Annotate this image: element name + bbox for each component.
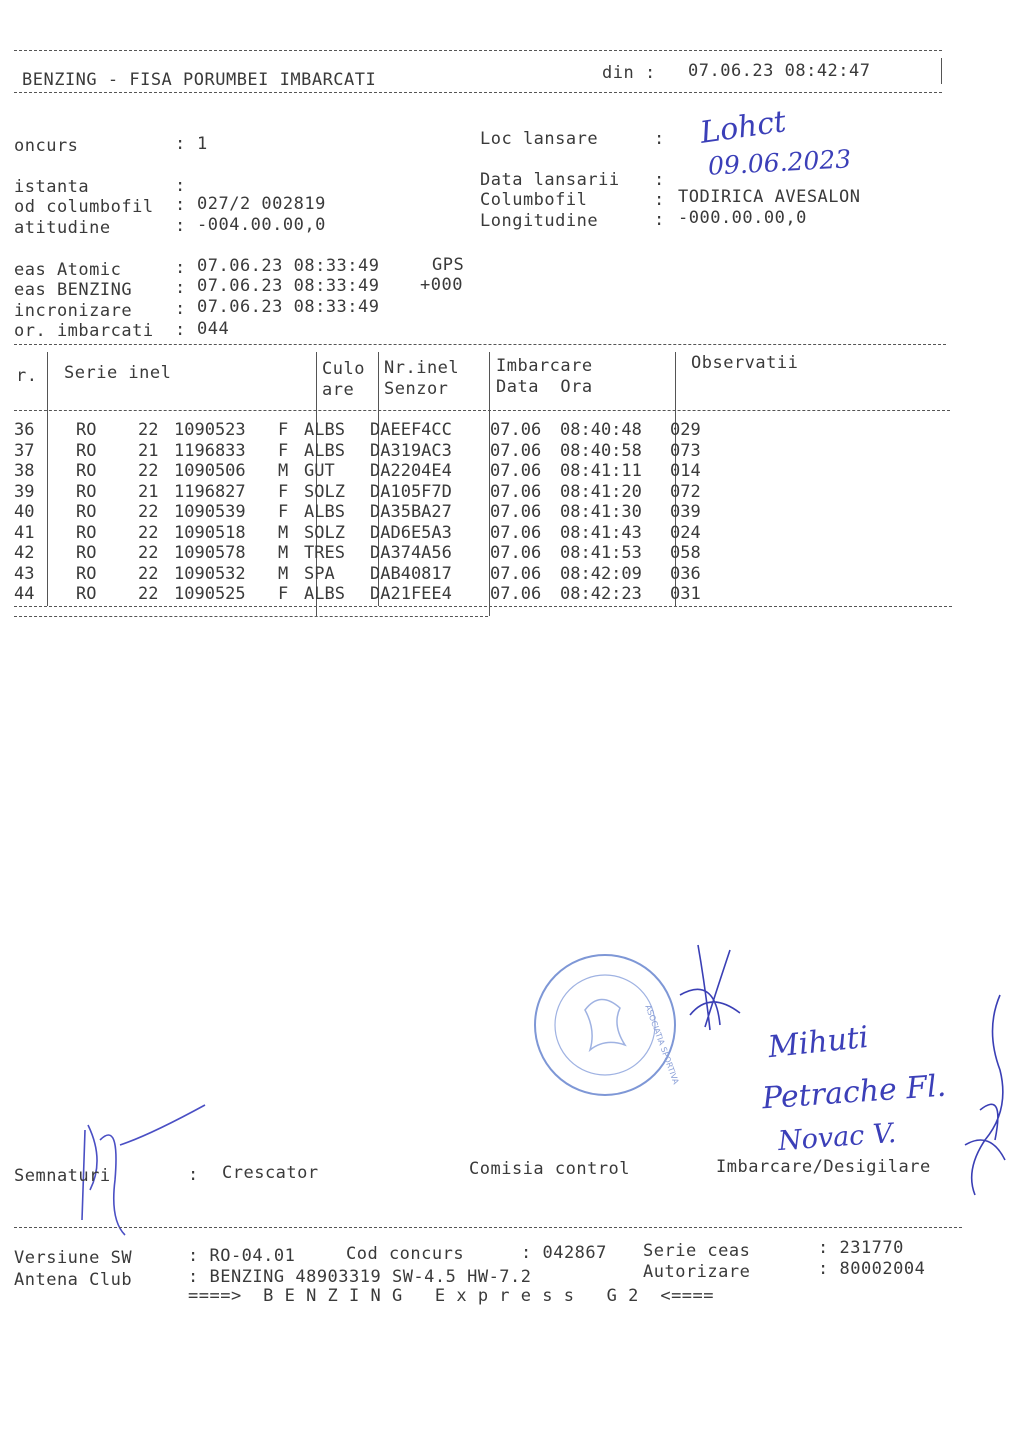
- cell-color: ALBS: [304, 420, 345, 441]
- cell-nr: 41: [14, 522, 35, 543]
- comisia-control-label: Comisia control: [469, 1159, 631, 1179]
- cell-color: GUT: [304, 461, 335, 482]
- cell-time: 08:41:11: [560, 461, 642, 482]
- pigeon-table: [14, 420, 730, 605]
- cell-date: 07.06: [490, 563, 542, 584]
- cell-observatii: 036: [670, 563, 701, 584]
- cell-country: RO: [76, 440, 97, 461]
- cell-nr: 42: [14, 543, 35, 564]
- cell-year: 21: [138, 481, 159, 502]
- table-end-rule: [14, 616, 488, 617]
- cell-time: 08:41:30: [560, 502, 642, 523]
- cell-sensor: DA105F7D: [370, 481, 452, 502]
- cell-sex: M: [278, 461, 289, 482]
- ceas-benzing-sep: :: [175, 278, 186, 298]
- cell-ring: 1090532: [174, 563, 246, 584]
- cell-country: RO: [76, 584, 97, 605]
- loc-lansare-sep: :: [654, 129, 665, 149]
- cell-color: SOLZ: [304, 481, 345, 502]
- cell-year: 22: [138, 502, 159, 523]
- cell-date: 07.06: [490, 522, 542, 543]
- longitudine-label: Longitudine: [480, 211, 599, 231]
- cod-columbofil-sep: :: [175, 195, 186, 215]
- ceas-atomic-extra: GPS: [432, 255, 465, 275]
- nr-imbarcati-value: 044: [197, 319, 230, 339]
- data-lansarii-sep: :: [654, 170, 665, 190]
- latitudine-value: -004.00.00,0: [197, 215, 326, 235]
- cell-time: 08:41:43: [560, 522, 642, 543]
- cell-color: ALBS: [304, 440, 345, 461]
- cod-columbofil-label: od columbofil: [14, 197, 154, 217]
- cell-year: 22: [138, 420, 159, 441]
- cell-date: 07.06: [490, 420, 542, 441]
- cell-observatii: 029: [670, 420, 701, 441]
- nr-imbarcati-label: or. imbarcati: [14, 321, 154, 341]
- cell-color: TRES: [304, 543, 345, 564]
- cell-date: 07.06: [490, 440, 542, 461]
- benzing-express-banner: ====> B E N Z I N G E x p r e s s G 2 <====: [188, 1286, 715, 1306]
- cell-color: ALBS: [304, 502, 345, 523]
- col-header-data-ora: Data Ora: [496, 377, 593, 397]
- cell-time: 08:40:48: [560, 420, 642, 441]
- cell-nr: 44: [14, 584, 35, 605]
- concurs-label: oncurs: [14, 136, 79, 156]
- table-header-rule: [14, 410, 950, 411]
- cell-sex: M: [278, 522, 289, 543]
- cell-nr: 37: [14, 440, 35, 461]
- cell-sex: F: [278, 481, 289, 502]
- table-row: [14, 523, 730, 544]
- columbofil-value: TODIRICA AVESALON: [678, 187, 861, 207]
- cell-date: 07.06: [490, 502, 542, 523]
- cell-year: 22: [138, 563, 159, 584]
- footer-top-rule: [14, 1227, 962, 1228]
- table-row: [14, 564, 730, 585]
- handwritten-name-3: Novac V.: [777, 1117, 898, 1158]
- cell-nr: 39: [14, 481, 35, 502]
- col-header-nr: r.: [16, 366, 38, 386]
- cell-sensor: DA21FEE4: [370, 584, 452, 605]
- pigeon-table-body: [14, 420, 730, 605]
- cell-date: 07.06: [490, 584, 542, 605]
- cell-date: 07.06: [490, 481, 542, 502]
- cell-time: 08:41:20: [560, 481, 642, 502]
- table-row: [14, 482, 730, 503]
- autorizare-label: Autorizare: [643, 1262, 751, 1282]
- cell-nr: 38: [14, 461, 35, 482]
- cell-nr: 43: [14, 563, 35, 584]
- cell-observatii: 073: [670, 440, 701, 461]
- signature-comisia: [660, 935, 750, 1035]
- cell-date: 07.06: [490, 461, 542, 482]
- cell-sex: M: [278, 543, 289, 564]
- table-row: [14, 584, 730, 605]
- table-top-rule: [14, 344, 946, 345]
- cell-country: RO: [76, 502, 97, 523]
- versiune-sw-value: : RO-04.01: [188, 1246, 296, 1266]
- col-header-observatii: Observatii: [691, 353, 799, 373]
- loc-lansare-handwritten: Lohct: [697, 104, 789, 151]
- cell-sex: F: [278, 420, 289, 441]
- cell-color: SPA: [304, 563, 335, 584]
- cell-observatii: 031: [670, 584, 701, 605]
- cell-nr: 40: [14, 502, 35, 523]
- cell-observatii: 072: [670, 481, 701, 502]
- col-header-nr-inel: Nr.inel: [384, 358, 460, 378]
- cell-year: 22: [138, 461, 159, 482]
- cell-observatii: 058: [670, 543, 701, 564]
- cell-ring: 1090525: [174, 584, 246, 605]
- cell-year: 22: [138, 584, 159, 605]
- cell-sensor: DA319AC3: [370, 440, 452, 461]
- antena-club-label: Antena Club: [14, 1270, 133, 1290]
- distanta-sep: :: [175, 176, 186, 196]
- cell-sex: M: [278, 563, 289, 584]
- header-top-rule: [14, 50, 942, 51]
- cell-sensor: DAD6E5A3: [370, 522, 452, 543]
- cell-ring: 1196827: [174, 481, 246, 502]
- cell-ring: 1090539: [174, 502, 246, 523]
- cell-date: 07.06: [490, 543, 542, 564]
- sincronizare-value: 07.06.23 08:33:49: [197, 297, 380, 317]
- loc-lansare-label: Loc lansare: [480, 129, 599, 149]
- col-header-serie: Serie inel: [64, 363, 172, 383]
- handwritten-name-2: Petrache Fl.: [761, 1068, 948, 1117]
- concurs-value: 1: [197, 134, 208, 154]
- din-value: 07.06.23 08:42:47: [688, 61, 871, 81]
- cell-time: 08:42:23: [560, 584, 642, 605]
- cell-country: RO: [76, 461, 97, 482]
- cod-concurs-value: : 042867: [521, 1243, 607, 1263]
- cell-observatii: 014: [670, 461, 701, 482]
- cell-observatii: 039: [670, 502, 701, 523]
- cell-year: 22: [138, 543, 159, 564]
- ceas-atomic-sep: :: [175, 258, 186, 278]
- handwritten-name-1: Mihuti: [766, 1019, 871, 1066]
- cell-time: 08:41:53: [560, 543, 642, 564]
- cell-sensor: DA2204E4: [370, 461, 452, 482]
- cell-year: 22: [138, 522, 159, 543]
- ceas-atomic-value: 07.06.23 08:33:49: [197, 256, 380, 276]
- cell-country: RO: [76, 543, 97, 564]
- versiune-sw-label: Versiune SW: [14, 1248, 133, 1268]
- cell-sex: F: [278, 440, 289, 461]
- semnaturi-sep: :: [188, 1165, 199, 1185]
- ceas-benzing-extra: +000: [420, 275, 463, 295]
- table-bottom-rule: [14, 606, 952, 607]
- columbofil-label: Columbofil: [480, 190, 588, 210]
- cell-color: SOLZ: [304, 522, 345, 543]
- crescator-label: Crescator: [222, 1163, 319, 1183]
- ceas-benzing-label: eas BENZING: [14, 280, 133, 300]
- table-row: [14, 502, 730, 523]
- data-lansarii-label: Data lansarii: [480, 170, 620, 190]
- semnaturi-label: Semnaturi: [14, 1166, 111, 1186]
- latitudine-label: atitudine: [14, 218, 111, 238]
- data-lansarii-handwritten: 09.06.2023: [707, 144, 852, 181]
- serie-ceas-label: Serie ceas: [643, 1241, 751, 1261]
- col-header-senzor: Senzor: [384, 379, 449, 399]
- distanta-label: istanta: [14, 177, 90, 197]
- cell-nr: 36: [14, 420, 35, 441]
- header-bottom-rule: [14, 92, 942, 93]
- cell-sex: F: [278, 502, 289, 523]
- cell-ring: 1090518: [174, 522, 246, 543]
- latitudine-sep: :: [175, 216, 186, 236]
- cell-time: 08:42:09: [560, 563, 642, 584]
- table-row: [14, 420, 730, 441]
- cell-sex: F: [278, 584, 289, 605]
- cod-concurs-label: Cod concurs: [346, 1244, 465, 1264]
- header-right-border: [941, 58, 942, 84]
- table-row: [14, 441, 730, 462]
- col-header-imbarcare: Imbarcare: [496, 356, 593, 376]
- stamp-text: ASOCIATIA SPORTIVA: [643, 1003, 681, 1086]
- longitudine-sep: :: [654, 210, 665, 230]
- cell-year: 21: [138, 440, 159, 461]
- concurs-sep: :: [175, 134, 186, 154]
- nr-imbarcati-sep: :: [175, 320, 186, 340]
- ceas-atomic-label: eas Atomic: [14, 260, 122, 280]
- col-header-culoare-2: are: [322, 380, 355, 400]
- document-title: BENZING - FISA PORUMBEI IMBARCATI: [22, 70, 377, 90]
- cod-columbofil-value: 027/2 002819: [197, 194, 326, 214]
- cell-sensor: DA35BA27: [370, 502, 452, 523]
- table-row: [14, 461, 730, 482]
- cell-ring: 1090578: [174, 543, 246, 564]
- columbofil-sep: :: [654, 190, 665, 210]
- cell-observatii: 024: [670, 522, 701, 543]
- table-row: [14, 543, 730, 564]
- cell-country: RO: [76, 420, 97, 441]
- cell-color: ALBS: [304, 584, 345, 605]
- serie-ceas-value: : 231770: [818, 1238, 904, 1258]
- ceas-benzing-value: 07.06.23 08:33:49: [197, 276, 380, 296]
- cell-time: 08:40:58: [560, 440, 642, 461]
- cell-sensor: DAEEF4CC: [370, 420, 452, 441]
- cell-ring: 1196833: [174, 440, 246, 461]
- cell-country: RO: [76, 522, 97, 543]
- longitudine-value: -000.00.00,0: [678, 208, 807, 228]
- autorizare-value: : 80002004: [818, 1259, 926, 1279]
- cell-country: RO: [76, 563, 97, 584]
- signature-imbarcare: [945, 990, 1015, 1200]
- cell-ring: 1090506: [174, 461, 246, 482]
- cell-sensor: DAB40817: [370, 563, 452, 584]
- cell-sensor: DA374A56: [370, 543, 452, 564]
- antena-club-value: : BENZING 48903319 SW-4.5 HW-7.2: [188, 1267, 532, 1287]
- imbarcare-desigilare-label: Imbarcare/Desigilare: [716, 1157, 931, 1177]
- din-label: din :: [602, 63, 656, 83]
- sincronizare-sep: :: [175, 299, 186, 319]
- sincronizare-label: incronizare: [14, 301, 133, 321]
- cell-ring: 1090523: [174, 420, 246, 441]
- cell-country: RO: [76, 481, 97, 502]
- col-header-culoare: Culo: [322, 359, 365, 379]
